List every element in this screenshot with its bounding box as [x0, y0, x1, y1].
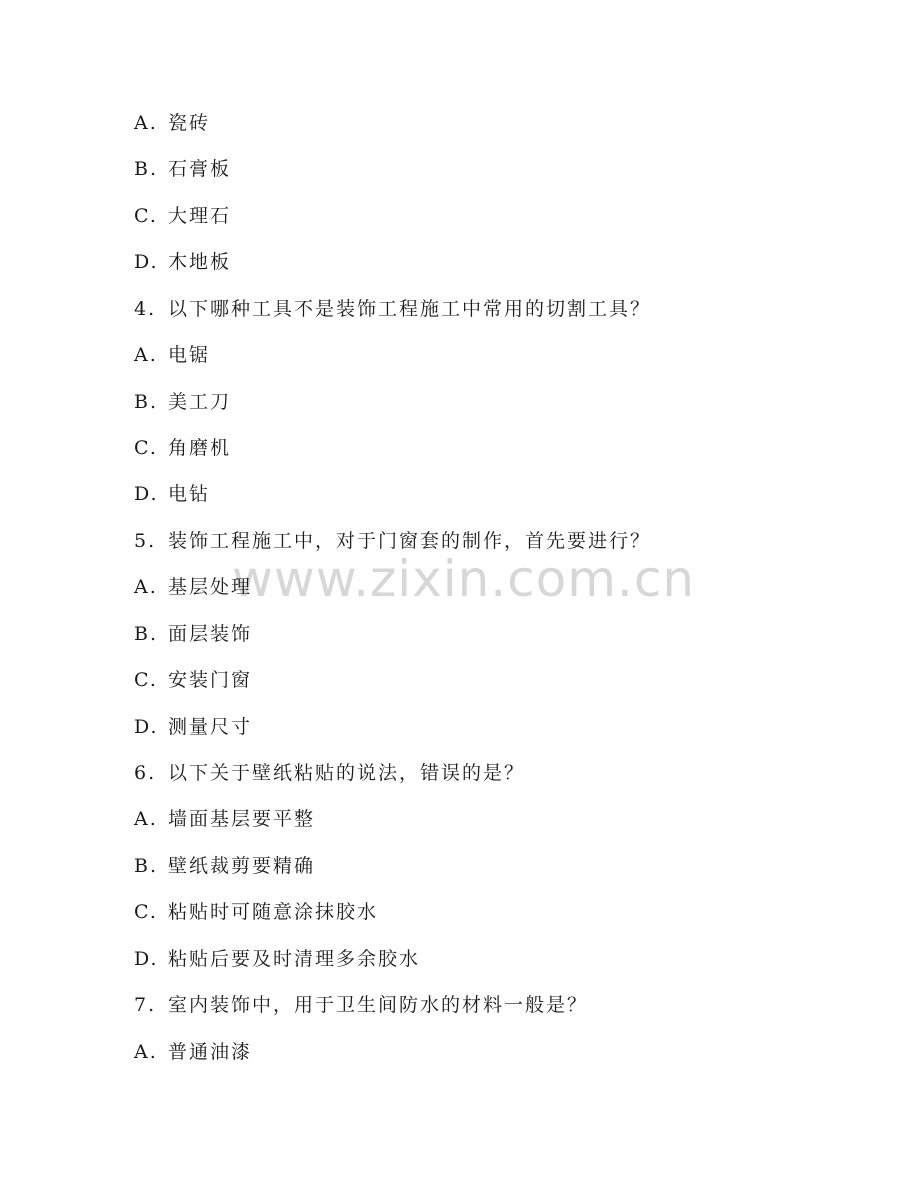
option-label: D. — [134, 251, 159, 273]
option-label: B. — [134, 855, 159, 877]
option-label: A. — [134, 112, 158, 134]
option-text: 安装门窗 — [168, 669, 253, 691]
option-label: B. — [134, 158, 159, 180]
question-number: 7. — [134, 994, 157, 1016]
option-line — [134, 157, 231, 181]
question-number: 6. — [134, 762, 157, 784]
option-label: B. — [134, 391, 159, 413]
question-number: 5. — [134, 530, 157, 552]
option-text: 测量尺寸 — [168, 716, 253, 738]
question-line — [134, 761, 525, 785]
option-label: C. — [134, 437, 158, 459]
option-line — [134, 1040, 252, 1064]
question-text: 装饰工程施工中，对于门窗套的制作，首先要进行？ — [168, 530, 652, 552]
option-label: A. — [134, 808, 158, 830]
option-label: C. — [134, 669, 158, 691]
option-line — [134, 343, 210, 367]
option-text: 电锯 — [168, 344, 211, 366]
option-text: 木地板 — [168, 251, 232, 273]
option-text: 电钻 — [168, 483, 211, 505]
watermark: www.zixin.com.cn — [232, 550, 696, 608]
question-line — [134, 297, 651, 321]
option-label: B. — [134, 623, 159, 645]
option-text: 墙面基层要平整 — [168, 808, 316, 830]
option-label: C. — [134, 901, 158, 923]
option-line — [134, 390, 231, 414]
option-line — [134, 947, 420, 971]
option-line — [134, 715, 252, 739]
option-text: 瓷砖 — [168, 112, 211, 134]
question-text: 室内装饰中，用于卫生间防水的材料一般是？ — [168, 994, 589, 1016]
option-line — [134, 668, 252, 692]
option-label: D. — [134, 483, 159, 505]
option-text: 面层装饰 — [168, 623, 253, 645]
option-line — [134, 482, 210, 506]
option-text: 壁纸裁剪要精确 — [168, 855, 316, 877]
option-text: 粘贴后要及时清理多余胶水 — [168, 948, 421, 970]
question-line — [134, 993, 588, 1017]
question-number: 4. — [134, 298, 157, 320]
option-label: D. — [134, 716, 159, 738]
option-text: 石膏板 — [168, 158, 232, 180]
option-label: A. — [134, 1041, 158, 1063]
option-label: A. — [134, 576, 158, 598]
option-label: A. — [134, 344, 158, 366]
option-label: D. — [134, 948, 159, 970]
question-text: 以下哪种工具不是装饰工程施工中常用的切割工具？ — [168, 298, 652, 320]
option-line — [134, 622, 252, 646]
option-text: 粘贴时可随意涂抹胶水 — [168, 901, 379, 923]
option-text: 美工刀 — [168, 391, 232, 413]
option-line — [134, 436, 231, 460]
option-line — [134, 854, 315, 878]
option-line — [134, 250, 231, 274]
option-line — [134, 807, 315, 831]
option-text: 基层处理 — [168, 576, 253, 598]
question-line — [134, 529, 651, 553]
option-line — [134, 111, 210, 135]
option-line — [134, 575, 252, 599]
option-text: 普通油漆 — [168, 1041, 253, 1063]
option-line — [134, 204, 231, 228]
question-text: 以下关于壁纸粘贴的说法，错误的是？ — [168, 762, 526, 784]
option-label: C. — [134, 205, 158, 227]
option-line — [134, 900, 378, 924]
option-text: 角磨机 — [168, 437, 232, 459]
option-text: 大理石 — [168, 205, 232, 227]
